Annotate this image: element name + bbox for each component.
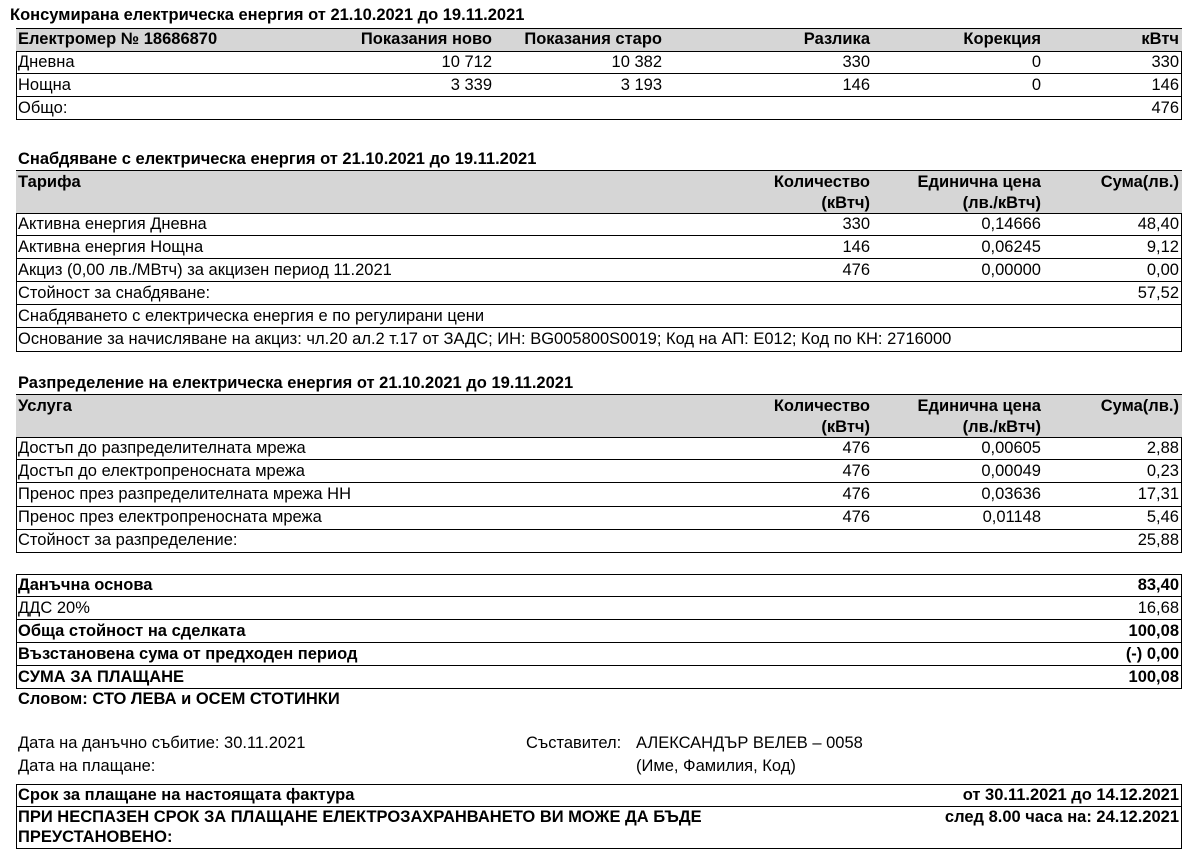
total-label: Стойност за снабдяване: <box>18 284 211 302</box>
author-label: Съставител: <box>526 734 622 752</box>
divider <box>16 235 1182 236</box>
difference-value: 330 <box>842 53 870 71</box>
transaction-total-label: Обща стойност на сделката <box>18 622 246 640</box>
tariff-header: Тарифа <box>18 173 81 191</box>
divider <box>16 482 1182 483</box>
new-reading-value: 10 712 <box>441 53 492 71</box>
correction-value: 0 <box>1031 76 1041 94</box>
unit-price-header: Единична цена <box>917 173 1041 191</box>
sum-value: 2,88 <box>1146 439 1179 457</box>
divider <box>16 642 1182 643</box>
table-row-label: Активна енергия Дневна <box>18 215 207 233</box>
quantity-unit-header: (кВтч) <box>821 194 870 212</box>
quantity-unit-header: (кВтч) <box>821 418 870 436</box>
table-row-label: Активна енергия Нощна <box>18 238 204 256</box>
unit-price-value: 0,00605 <box>981 439 1041 457</box>
sum-value: 0,00 <box>1146 261 1179 279</box>
consumption-title: Консумирана електрическа енергия от 21.10.2021 до 19.11.2021 <box>10 6 525 24</box>
divider <box>16 552 1182 553</box>
unit-price-value: 0,06245 <box>981 238 1041 256</box>
total-value: 476 <box>1151 99 1179 117</box>
sum-value: 9,12 <box>1146 238 1179 256</box>
meter-number-header: Електромер № 18686870 <box>18 30 218 48</box>
new-reading-header: Показания ново <box>360 30 492 48</box>
correction-header: Корекция <box>963 30 1041 48</box>
regulated-prices-note: Снабдяването с електрическа енергия е по регулирани цени <box>18 307 485 325</box>
tax-event-date: Дата на данъчно събитие: 30.11.2021 <box>18 734 306 752</box>
divider <box>16 96 1182 97</box>
vat-value: 16,68 <box>1137 599 1179 617</box>
divider <box>16 258 1182 259</box>
unit-price-value: 0,00000 <box>981 261 1041 279</box>
total-label: Общо: <box>18 99 68 117</box>
sum-value: 48,40 <box>1137 215 1179 233</box>
author-name: АЛЕКСАНДЪР ВЕЛЕВ – 0058 <box>636 734 863 752</box>
divider <box>16 304 1182 305</box>
supply-title: Снабдяване с електрическа енергия от 21.10.2021 до 19.11.2021 <box>18 150 537 168</box>
quantity-value: 476 <box>842 439 870 457</box>
divider <box>16 351 1182 352</box>
restored-amount-label: Възстановена сума от предходен период <box>18 645 358 663</box>
kwh-header: кВтч <box>1141 30 1179 48</box>
restored-amount-value: (-) 0,00 <box>1125 645 1179 663</box>
total-label: Стойност за разпределение: <box>18 531 238 549</box>
unit-price-value: 0,01148 <box>982 508 1041 526</box>
old-reading-header: Показания старо <box>524 30 662 48</box>
sum-header: Сума(лв.) <box>1100 397 1179 415</box>
tax-base-value: 83,40 <box>1137 576 1179 594</box>
amount-due-label: СУМА ЗА ПЛАЩАНЕ <box>18 668 185 686</box>
table-row-label: Пренос през електропреносната мрежа <box>18 508 322 526</box>
unit-price-value: 0,03636 <box>981 485 1041 503</box>
quantity-value: 476 <box>842 261 870 279</box>
sum-value: 5,46 <box>1146 508 1179 526</box>
quantity-value: 476 <box>842 462 870 480</box>
quantity-header: Количество <box>773 397 870 415</box>
divider <box>16 665 1182 666</box>
kwh-value: 146 <box>1151 76 1179 94</box>
quantity-value: 330 <box>842 215 870 233</box>
unit-price-value: 0,00049 <box>981 462 1041 480</box>
disconnection-date: след 8.00 часа на: 24.12.2021 <box>944 808 1179 826</box>
quantity-value: 476 <box>842 508 870 526</box>
table-row-label: Пренос през разпределителната мрежа НН <box>18 485 351 503</box>
difference-value: 146 <box>842 76 870 94</box>
tax-base-label: Данъчна основа <box>18 576 153 594</box>
old-reading-value: 10 382 <box>611 53 662 71</box>
divider <box>16 619 1182 620</box>
kwh-value: 330 <box>1151 53 1179 71</box>
author-hint: (Име, Фамилия, Код) <box>636 757 796 775</box>
divider <box>16 281 1182 282</box>
vat-label: ДДС 20% <box>18 599 90 617</box>
table-row-label: Нощна <box>18 76 71 94</box>
table-row-label: Дневна <box>18 53 75 71</box>
table-row-label: Достъп до разпределителната мрежа <box>18 439 306 457</box>
correction-value: 0 <box>1031 53 1041 71</box>
table-row-label: Акциз (0,00 лв./МВтч) за акцизен период 11.2021 <box>18 261 392 279</box>
quantity-value: 476 <box>842 485 870 503</box>
new-reading-value: 3 339 <box>450 76 492 94</box>
sum-value: 0,23 <box>1146 462 1179 480</box>
quantity-value: 146 <box>842 238 870 256</box>
divider <box>16 459 1182 460</box>
deadline-value: от 30.11.2021 до 14.12.2021 <box>962 786 1179 804</box>
disconnection-warning: ПРИ НЕСПАЗЕН СРОК ЗА ПЛАЩАНЕ ЕЛЕКТРОЗАХРАНВАНЕТО ВИ МОЖЕ ДА БЪДЕ <box>18 808 702 826</box>
distribution-title: Разпределение на електрическа енергия от 21.10.2021 до 19.11.2021 <box>18 374 574 392</box>
unit-price-header: Единична цена <box>917 397 1041 415</box>
divider <box>16 848 1182 849</box>
total-value: 57,52 <box>1137 284 1179 302</box>
service-header: Услуга <box>18 397 72 415</box>
sum-header: Сума(лв.) <box>1100 173 1179 191</box>
amount-in-words: Словом: СТО ЛЕВА и ОСЕМ СТОТИНКИ <box>18 690 340 708</box>
quantity-header: Количество <box>773 173 870 191</box>
total-value: 25,88 <box>1137 531 1179 549</box>
sum-value: 17,31 <box>1137 485 1179 503</box>
table-row-label: Достъп до електропреносната мрежа <box>18 462 305 480</box>
unit-price-unit-header: (лв./кВтч) <box>962 194 1041 212</box>
disconnection-warning-cont: ПРЕУСТАНОВЕНО: <box>18 828 173 846</box>
unit-price-unit-header: (лв./кВтч) <box>962 418 1041 436</box>
excise-basis-note: Основание за начисляване на акциз: чл.20 ал.2 т.17 от ЗАДС; ИН: BG005800S0019; Код на АП: Е012; Код по КН: 2716000 <box>18 330 952 348</box>
transaction-total-value: 100,08 <box>1128 622 1179 640</box>
old-reading-value: 3 193 <box>620 76 662 94</box>
unit-price-value: 0,14666 <box>981 215 1041 233</box>
deadline-label: Срок за плащане на настоящата фактура <box>18 786 355 804</box>
difference-header: Разлика <box>803 30 870 48</box>
divider <box>16 327 1182 328</box>
payment-date-label: Дата на плащане: <box>18 757 156 775</box>
divider <box>16 596 1182 597</box>
divider <box>16 73 1182 74</box>
amount-due-value: 100,08 <box>1128 668 1179 686</box>
